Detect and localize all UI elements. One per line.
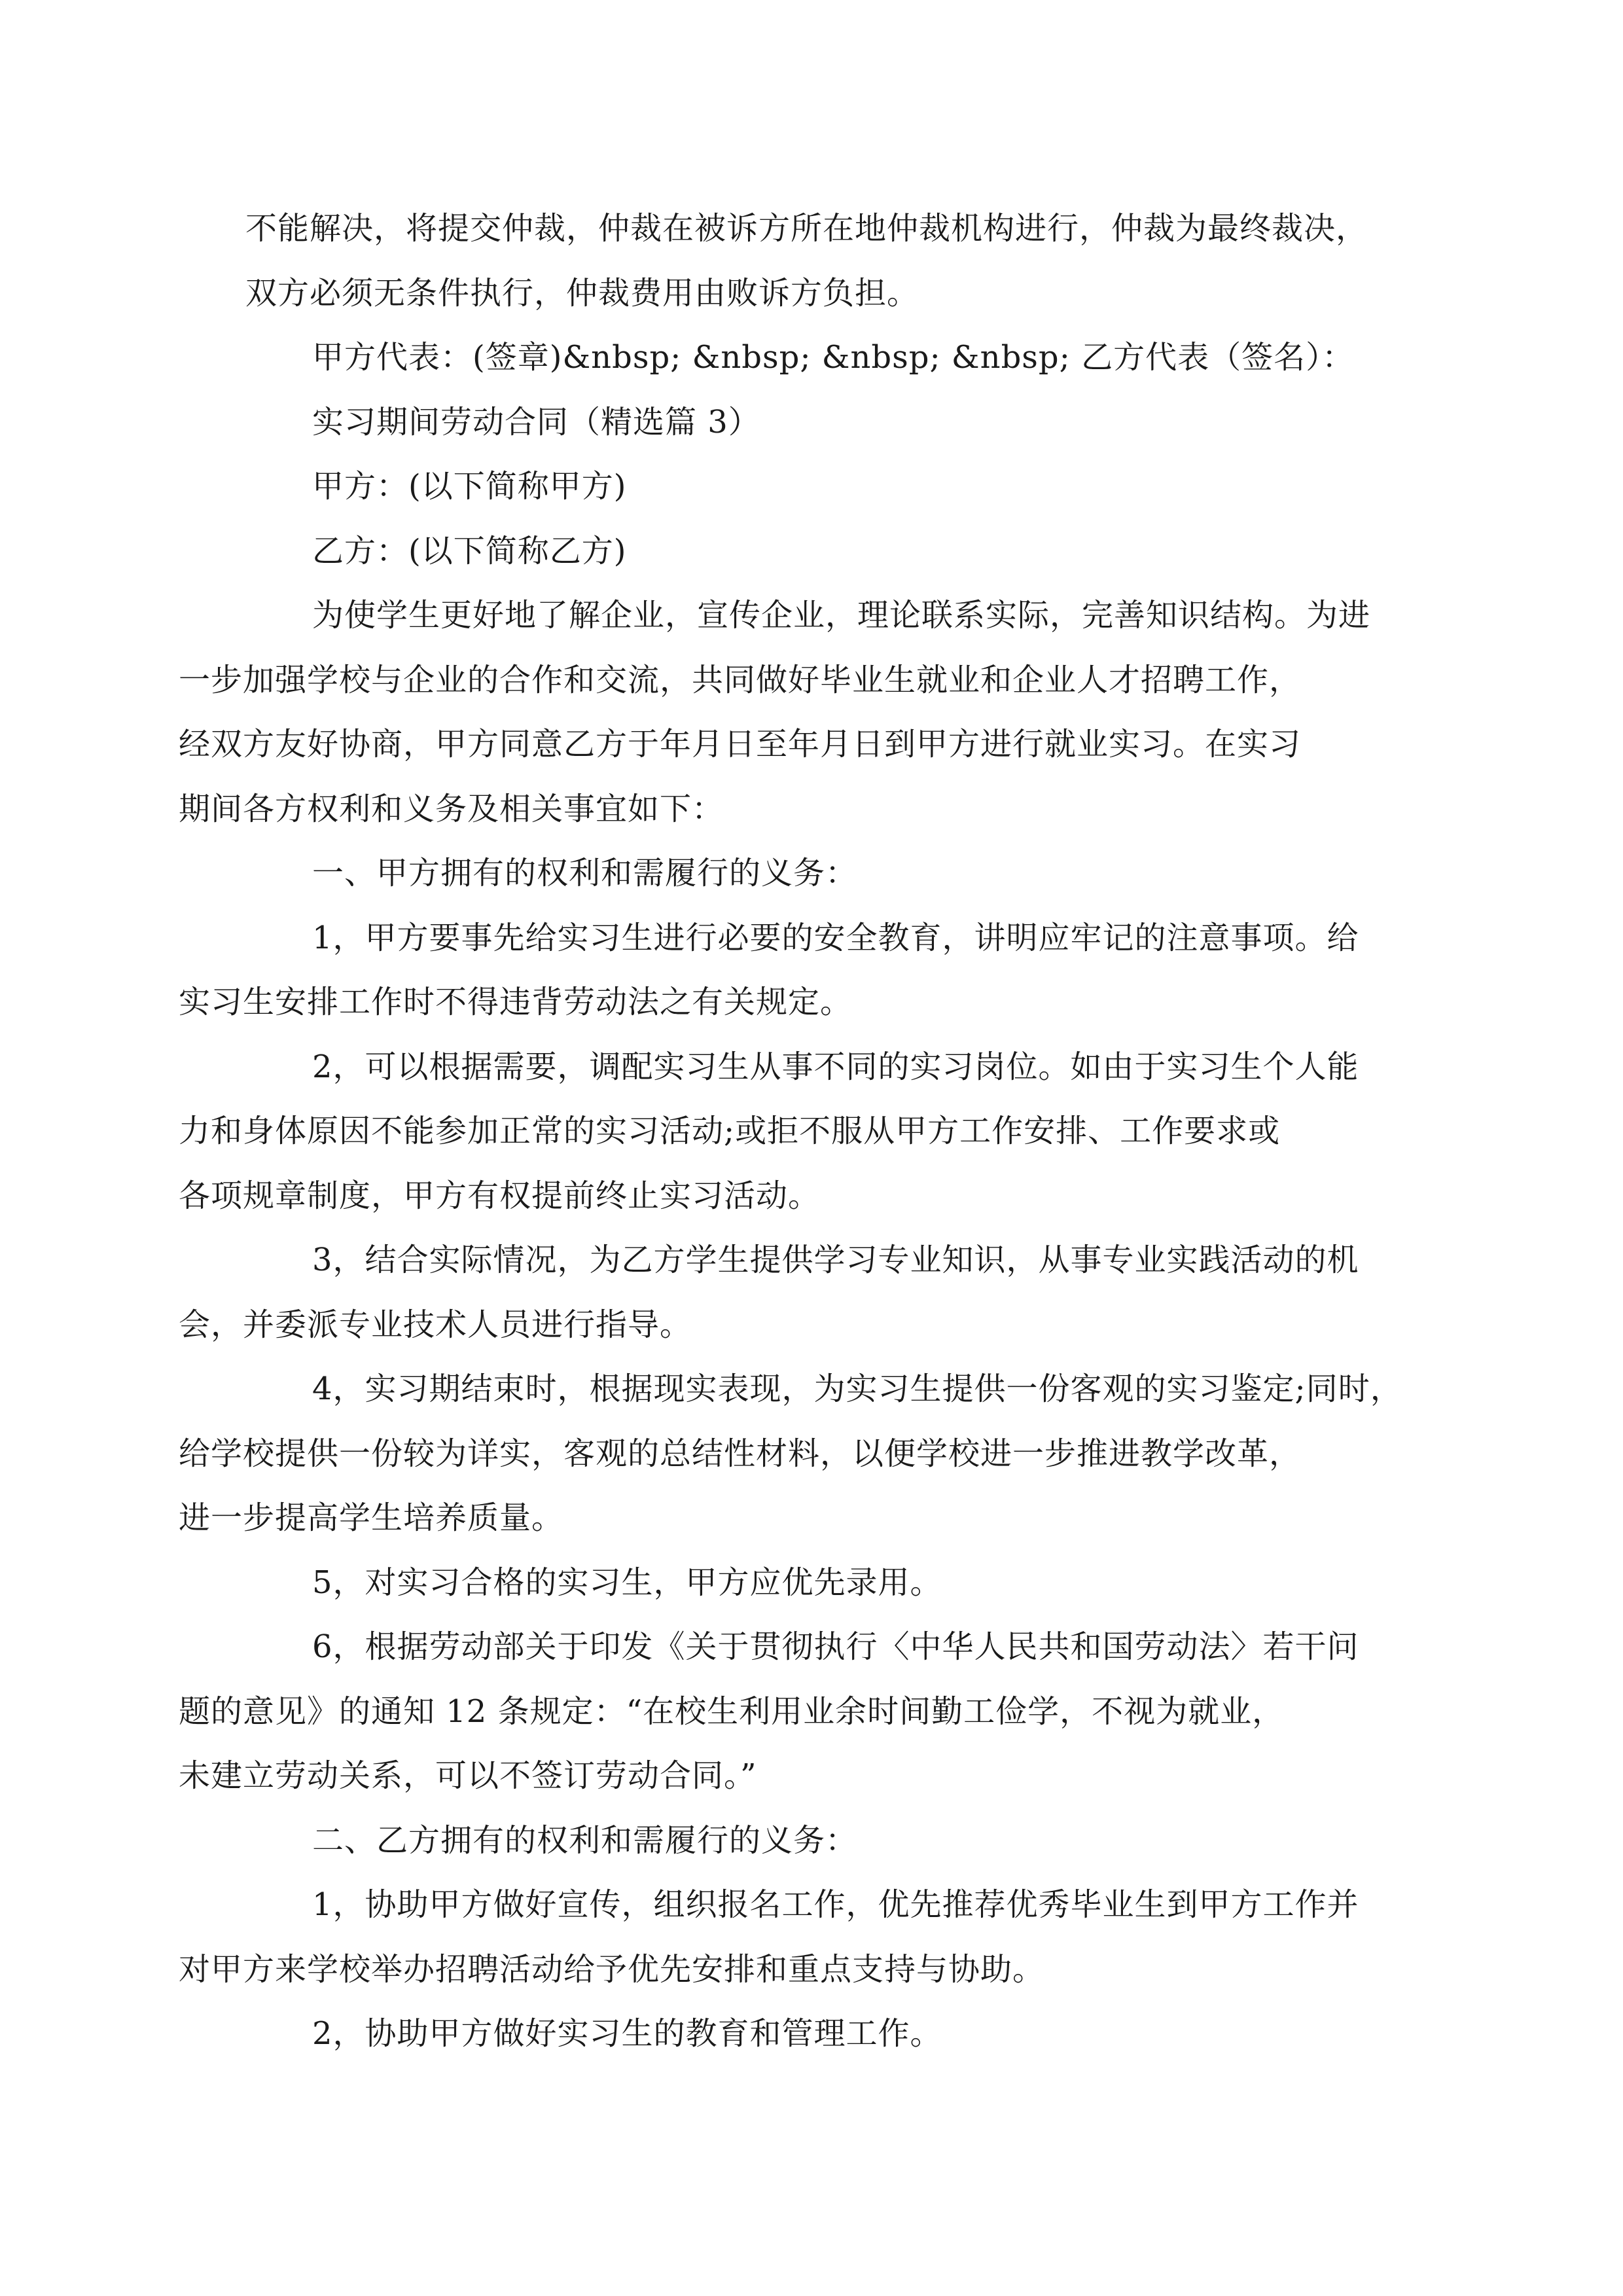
clause-b-2 [245,2001,1384,2066]
paragraph-arbitration [245,196,1384,325]
heading-party-a-duties [245,841,1384,906]
text-line: 2，协助甲方做好实习生的教育和管理工作。 [312,2015,942,2052]
paragraph-preamble [179,583,1384,841]
text-line: 5，对实习合格的实习生，甲方应优先录用。 [312,1564,942,1601]
text-line: 不能解决，将提交仲裁，仲裁在被诉方所在地仲裁机构进行，仲裁为最终裁决， [245,210,1368,247]
text-line: 4，实习期结束时，根据现实表现，为实习生提供一份客观的实习鉴定;同时， [312,1371,1402,1407]
text-line: 1，协助甲方做好宣传，组织报名工作，优先推荐优秀毕业生到甲方工作并 [312,1886,1359,1923]
clause-b-1 [179,1873,1384,2001]
text-line: 各项规章制度，甲方有权提前终止实习活动。 [179,1177,821,1214]
clause-a-2 [179,1035,1384,1229]
clause-a-3 [179,1228,1384,1357]
text-line: 给学校提供一份较为详实，客观的总结性材料，以便学校进一步推进教学改革， [179,1435,1302,1472]
text-line: 甲方代表：(签章)&nbsp; &nbsp; &nbsp; &nbsp; 乙方代表（签名）： [312,339,1355,376]
text-line: 期间各方权利和义务及相关事宜如下： [179,790,724,827]
clause-a-6 [179,1615,1384,1808]
text-line: 经双方友好协商，甲方同意乙方于年月日至年月日到甲方进行就业实习。在实习 [179,726,1302,762]
text-line: 未建立劳动关系，可以不签订劳动合同。” [179,1757,757,1794]
clause-a-1 [179,906,1384,1035]
heading-party-b-duties [245,1808,1384,1873]
text-line: 双方必须无条件执行，仲裁费用由败诉方负担。 [245,274,919,312]
text-line: 乙方：(以下简称乙方) [312,532,627,569]
text-line: 对甲方来学校举办招聘活动给予优先安排和重点支持与协助。 [179,1950,1045,1988]
party-a-line [245,454,1384,519]
text-line: 6，根据劳动部关于印发《关于贯彻执行〈中华人民共和国劳动法〉若干问 [312,1628,1359,1665]
text-line: 二、乙方拥有的权利和需履行的义务： [312,1821,858,1859]
text-line: 2，可以根据需要，调配实习生从事不同的实习岗位。如由于实习生个人能 [312,1048,1359,1085]
text-line: 力和身体原因不能参加正常的实习活动;或拒不服从甲方工作安排、工作要求或 [179,1113,1281,1149]
text-line: 为使学生更好地了解企业，宣传企业，理论联系实际，完善知识结构。为进 [312,597,1371,634]
text-line: 会，并委派专业技术人员进行指导。 [179,1306,692,1343]
text-line: 实习期间劳动合同（精选篇 3） [312,403,760,440]
text-line: 实习生安排工作时不得违背劳动法之有关规定。 [179,984,853,1020]
text-line: 1，甲方要事先给实习生进行必要的安全教育，讲明应牢记的注意事项。给 [312,919,1359,956]
clause-a-5 [245,1551,1384,1615]
document-body [179,196,1402,2066]
paragraph-signatures [245,325,1384,390]
text-line: 进一步提高学生培养质量。 [179,1499,564,1536]
text-line: 一、甲方拥有的权利和需履行的义务： [312,855,858,891]
party-b-line [245,519,1384,584]
text-line: 甲方：(以下简称甲方) [312,468,627,505]
section-title [245,390,1384,455]
text-line: 3，结合实际情况，为乙方学生提供学习专业知识，从事专业实践活动的机 [312,1242,1359,1278]
text-line: 题的意见》的通知 12 条规定：“在校生利用业余时间勤工俭学，不视为就业， [179,1693,1285,1730]
text-line: 一步加强学校与企业的合作和交流，共同做好毕业生就业和企业人才招聘工作， [179,661,1302,698]
clause-a-4 [179,1357,1402,1551]
